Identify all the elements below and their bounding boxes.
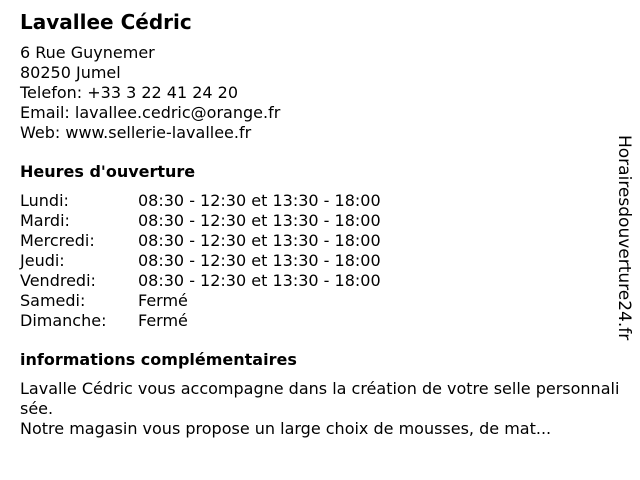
hours-table bbox=[20, 191, 610, 331]
hours-row-saturday bbox=[20, 291, 610, 311]
hours-time: Fermé bbox=[138, 291, 188, 310]
site-watermark bbox=[612, 135, 636, 345]
hours-day: Jeudi: bbox=[20, 251, 65, 270]
hours-time: 08:30 - 12:30 et 13:30 - 18:00 bbox=[138, 211, 381, 230]
hours-day: Dimanche: bbox=[20, 311, 107, 330]
business-name: Lavallee Cédric bbox=[20, 10, 192, 34]
phone-line: Telefon: +33 3 22 41 24 20 bbox=[20, 83, 239, 102]
web-line: Web: www.sellerie-lavallee.fr bbox=[20, 123, 252, 142]
hours-day: Mercredi: bbox=[20, 231, 95, 250]
address-city: 80250 Jumel bbox=[20, 63, 121, 82]
hours-row-friday bbox=[20, 271, 610, 291]
info-description-continued: Notre magasin vous propose un large choix de mousses, de mat... bbox=[20, 419, 552, 438]
address-street: 6 Rue Guynemer bbox=[20, 43, 155, 62]
hours-row-sunday bbox=[20, 311, 610, 331]
hours-day: Mardi: bbox=[20, 211, 70, 230]
hours-day: Vendredi: bbox=[20, 271, 96, 290]
hours-time: Fermé bbox=[138, 311, 188, 330]
watermark-text: Horairesdouverture24.fr bbox=[614, 135, 634, 341]
hours-row-tuesday bbox=[20, 211, 610, 231]
hours-day: Samedi: bbox=[20, 291, 86, 310]
hours-time: 08:30 - 12:30 et 13:30 - 18:00 bbox=[138, 251, 381, 270]
hours-time: 08:30 - 12:30 et 13:30 - 18:00 bbox=[138, 231, 381, 250]
hours-time: 08:30 - 12:30 et 13:30 - 18:00 bbox=[138, 271, 381, 290]
hours-time: 08:30 - 12:30 et 13:30 - 18:00 bbox=[138, 191, 381, 210]
hours-row-thursday bbox=[20, 251, 610, 271]
hours-row-monday bbox=[20, 191, 610, 211]
email-line: Email: lavallee.cedric@orange.fr bbox=[20, 103, 281, 122]
hours-heading: Heures d'ouverture bbox=[20, 162, 196, 181]
business-card bbox=[20, 10, 620, 439]
info-heading: informations complémentaires bbox=[20, 350, 297, 369]
info-description: Lavalle Cédric vous accompagne dans la création de votre selle personnalisée. bbox=[20, 379, 620, 418]
hours-row-wednesday bbox=[20, 231, 610, 251]
hours-day: Lundi: bbox=[20, 191, 69, 210]
